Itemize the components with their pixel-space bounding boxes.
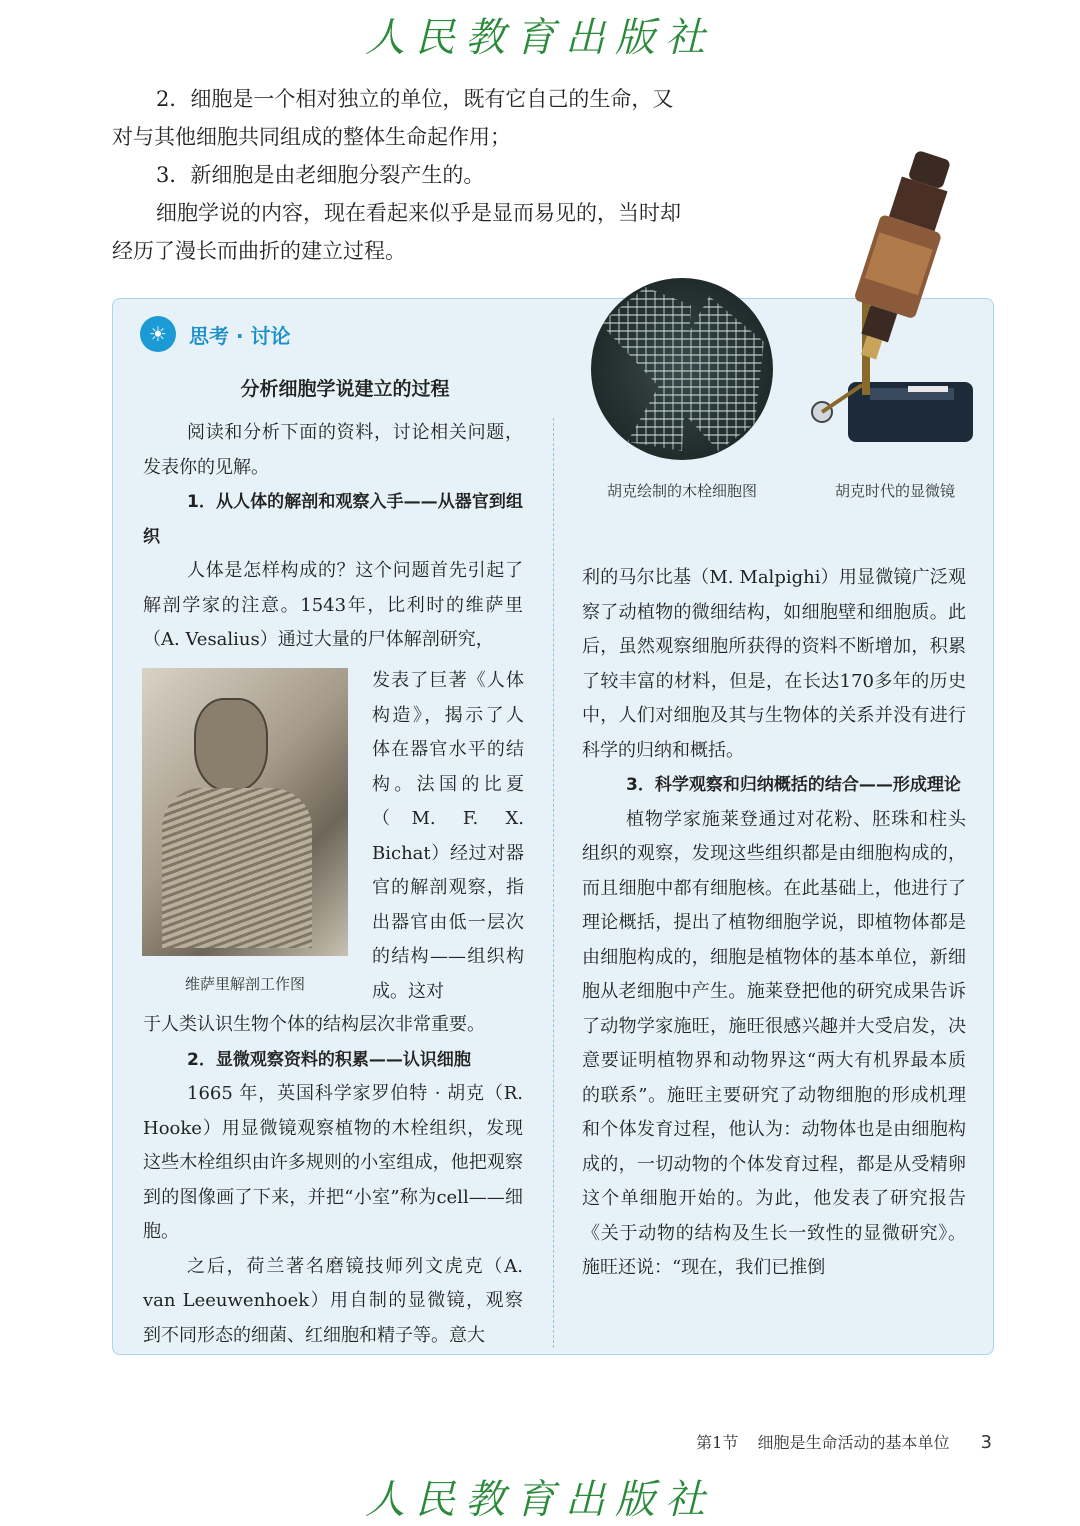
left-column-bottom [143, 1008, 523, 1352]
section-1-text-wrapped [372, 664, 524, 1009]
section-3-heading: 3．科学观察和归纳概括的结合——形成理论 [626, 775, 961, 795]
intro-text [112, 80, 682, 270]
page-footer [696, 1430, 992, 1453]
microscope-drawing [812, 150, 973, 442]
lightbulb-head-icon: ☀ [140, 316, 176, 352]
right-column [582, 561, 966, 1286]
page-number: 3 [980, 1432, 992, 1453]
publisher-watermark-bottom: 人民教育出版社 [365, 1477, 715, 1523]
section-1-text-a: 人体是怎样构成的？这个问题首先引起了解剖学家的注意。1543年，比利时的维萨里（A. Vesalius）通过大量的尸体解剖研究， [143, 560, 523, 650]
microscope-caption: 胡克时代的显微镜 [834, 482, 955, 500]
microscope-image [800, 150, 985, 462]
column-divider [553, 418, 554, 1348]
section-1-text-b: 发表了巨著《人体构造》，揭示了人体在器官水平的结构。法国的比夏（M. F. X. Bichat）经过对器官的解剖观察，指出器官由低一层次的结构——组织构成。这对 [372, 670, 524, 1002]
section-2-paragraph-2 [143, 1250, 523, 1352]
vesalius-caption: 维萨里解剖工作图 [184, 975, 305, 993]
cork-caption: 胡克绘制的木栓细胞图 [606, 482, 757, 500]
cork-cells [591, 278, 773, 460]
section-1-heading: 1．从人体的解剖和观察入手——从器官到组织 [143, 492, 523, 547]
lead-paragraph: 阅读和分析下面的资料，讨论相关问题，发表你的见解。 [143, 422, 523, 478]
vesalius-dissection-image [142, 668, 348, 956]
footer-chapter: 细胞是生命活动的基本单位 [757, 1433, 950, 1452]
footer-section: 第1节 [696, 1433, 739, 1452]
section-1-text-c: 于人类认识生物个体的结构层次非常重要。 [143, 1014, 485, 1035]
vesalius-body [162, 788, 312, 948]
section-2-paragraph-1: 1665 年，英国科学家罗伯特 · 胡克（R. Hooke）用显微镜观察植物的木栓组织，发现这些木栓组织由许多规则的小室组成，他把观察到的图像画了下来，并把“小室”称为cell——细胞。 [143, 1083, 523, 1242]
intro-paragraph-3: 细胞学说的内容，现在看起来似乎是显而易见的，当时却经历了漫长而曲折的建立过程。 [112, 201, 681, 263]
intro-paragraph-1: 2．细胞是一个相对独立的单位，既有它自己的生命，又对与其他细胞共同组成的整体生命起作用； [112, 87, 674, 149]
section-3-paragraph-1: 植物学家施莱登通过对花粉、胚珠和柱头组织的观察，发现这些组织都是由细胞构成的，而且细胞中都有细胞核。在此基础上，他进行了理论概括，提出了植物细胞学说，即植物体都是由细胞构成的，细胞是植物体的基本单位，新细胞从老细胞中产生。施莱登把他的研究成果告诉了动物学家施旺，施旺很感兴趣并大受启发，决意要证明植物界和动物界这“两大有机界最本质的联系”。施旺主要研究了动物细胞的形成机理和个体发育过程，他认为：动物体也是由细胞构成的，一切动物的个体发育过程，都是从受精卵这个单细胞开始的。为此，他发表了研究报告《关于动物的结构及生长一致性的显微研究》。施旺还说：“现在，我们已推倒 [582, 808, 966, 1278]
section-2-heading: 2．显微观察资料的积累——认识细胞 [187, 1049, 471, 1070]
intro-paragraph-2: 3．新细胞是由老细胞分裂产生的。 [156, 163, 485, 187]
section-2-paragraph-2-text: 之后，荷兰著名磨镜技师列文虎克（A. van Leeuwenhoek）用自制的显微镜，观察到不同形态的细菌、红细胞和精子等。意大 [143, 1255, 523, 1346]
discussion-title: 分析细胞学说建立的过程 [240, 378, 450, 400]
section-2-continued-visible: 利的马尔比基（M. Malpighi）用显微镜广泛观察了动植物的微细结构，如细胞壁和细胞质。此后，虽然观察细胞所获得的资料不断增加，积累了较丰富的材料，但是，在长达170多年的历史中，人们对细胞及其与生物体的关系并没有进行科学的归纳和概括。 [582, 567, 966, 761]
left-column-top [143, 416, 523, 658]
publisher-watermark-top: 人民教育出版社 [365, 15, 715, 61]
cork-cell-image [591, 278, 773, 460]
section-2-paragraph-2-continued [582, 561, 966, 768]
vesalius-face [194, 698, 268, 792]
discussion-label: 思考 · 讨论 [189, 324, 291, 348]
